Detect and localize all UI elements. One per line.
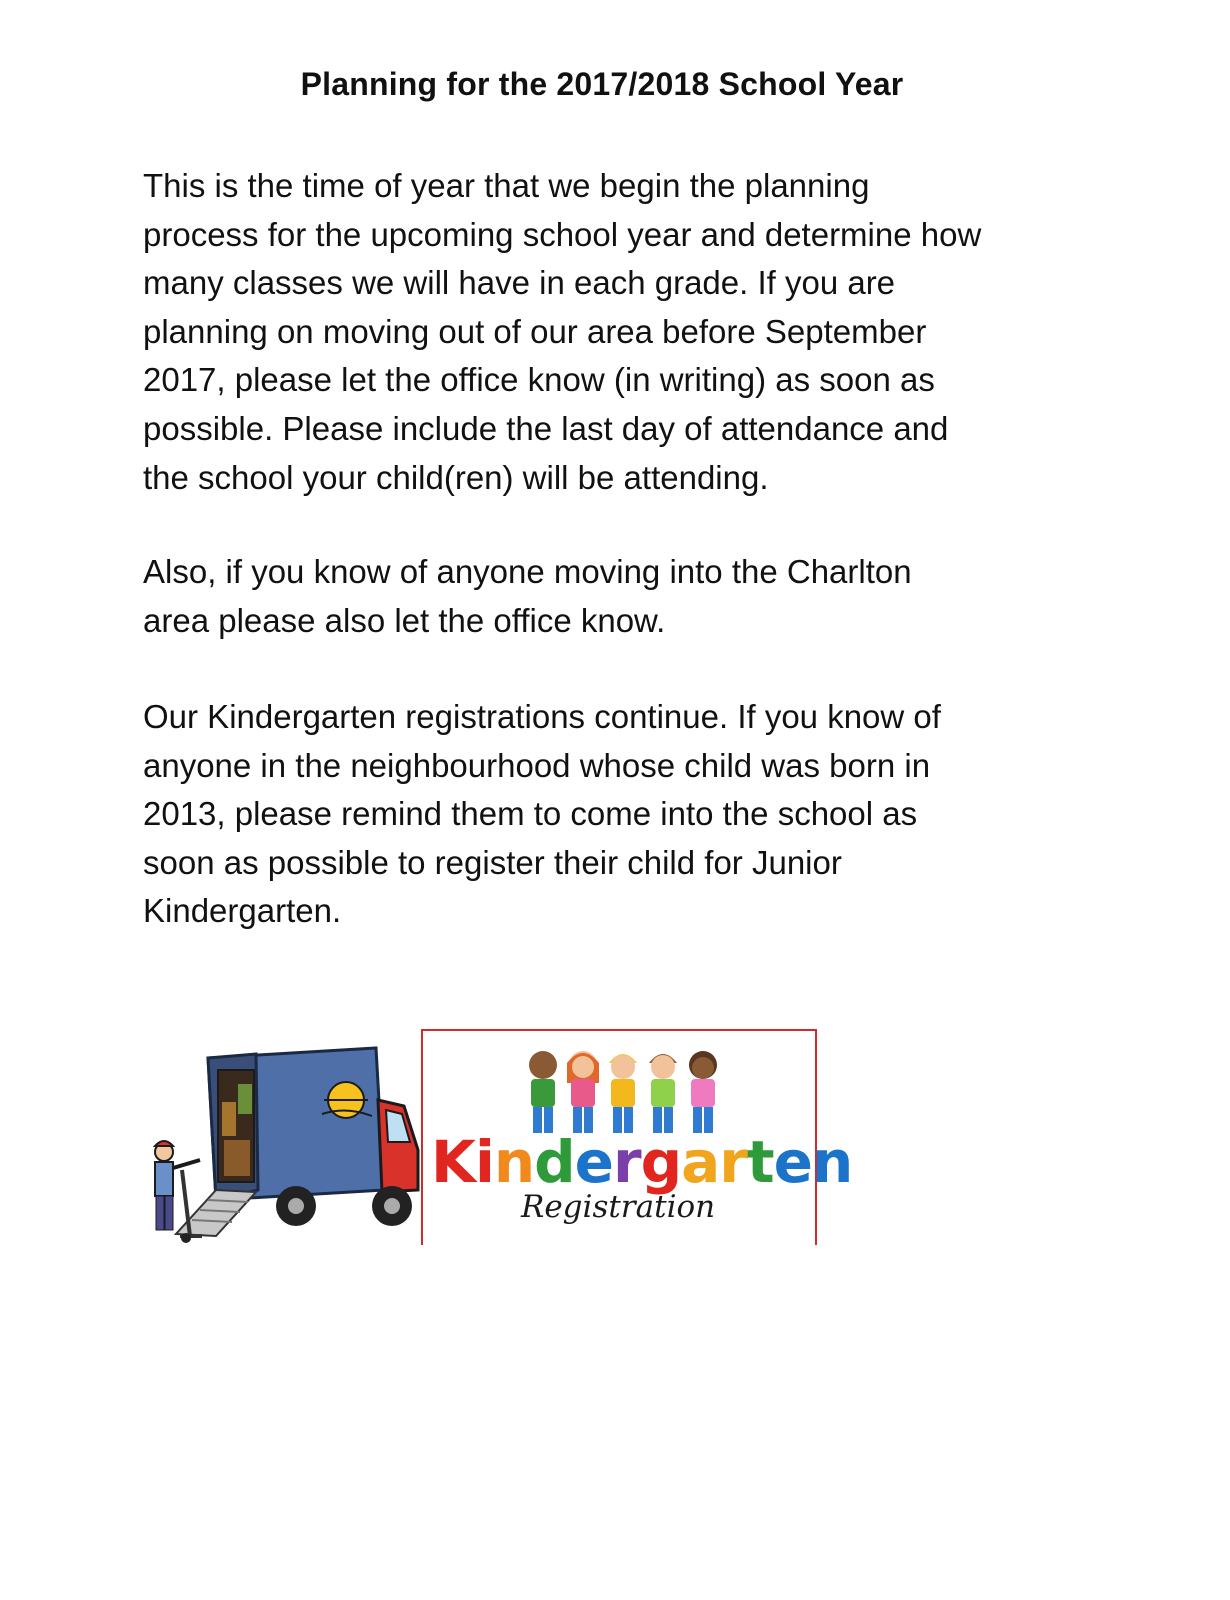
paragraph-charlton bbox=[143, 548, 1083, 645]
page-title: Planning for the 2017/2018 School Year bbox=[300, 66, 904, 102]
paragraph-kindergarten bbox=[143, 693, 1083, 936]
paragraph-line: soon as possible to register their child for Junior bbox=[143, 843, 842, 881]
paragraph-line: possible. Please include the last day of attendance and bbox=[143, 409, 949, 447]
wordmark-letter: K bbox=[431, 1128, 475, 1196]
paragraph-line: 2013, please remind them to come into the school as bbox=[143, 795, 918, 833]
paragraph-line: anyone in the neighbourhood whose child was born in bbox=[143, 746, 931, 784]
paragraph-line: process for the upcoming school year and determine how bbox=[143, 215, 982, 253]
kindergarten-registration-banner bbox=[421, 1029, 853, 1245]
paragraph-line: the school your child(ren) will be attending. bbox=[143, 458, 769, 496]
paragraph-line: This is the time of year that we begin the planning bbox=[143, 167, 870, 204]
paragraph-line: area please also let the office know. bbox=[143, 601, 666, 639]
wordmark-letter: r bbox=[613, 1128, 641, 1196]
wordmark-letter: g bbox=[640, 1128, 682, 1196]
paragraph-line: Our Kindergarten registrations continue. If you know of bbox=[143, 698, 941, 735]
wordmark-letter: t bbox=[746, 1128, 774, 1196]
paragraph-line: Kindergarten. bbox=[143, 892, 342, 930]
kindergarten-wordmark bbox=[431, 1127, 853, 1197]
paragraph-line: many classes we will have in each grade. If you are bbox=[143, 264, 896, 302]
moving-truck-icon bbox=[146, 1040, 422, 1245]
wordmark-letter: a bbox=[681, 1128, 720, 1196]
wordmark-letter: n bbox=[493, 1128, 535, 1196]
children-group-icon bbox=[523, 1043, 723, 1137]
wordmark-letter: e bbox=[773, 1128, 812, 1196]
paragraph-planning bbox=[143, 162, 1083, 502]
wordmark-letter: r bbox=[719, 1128, 747, 1196]
paragraph-line: Also, if you know of anyone moving into the Charlton bbox=[143, 553, 912, 590]
wordmark-letter: i bbox=[474, 1128, 494, 1196]
paragraph-line: planning on moving out of our area before September bbox=[143, 312, 927, 350]
wordmark-letter: e bbox=[574, 1128, 614, 1196]
wordmark-letter: d bbox=[534, 1128, 575, 1196]
paragraph-line: 2017, please let the office know (in writing) as soon as bbox=[143, 361, 935, 399]
wordmark-letter: n bbox=[811, 1128, 853, 1196]
registration-subtitle: Registration bbox=[521, 1189, 716, 1225]
